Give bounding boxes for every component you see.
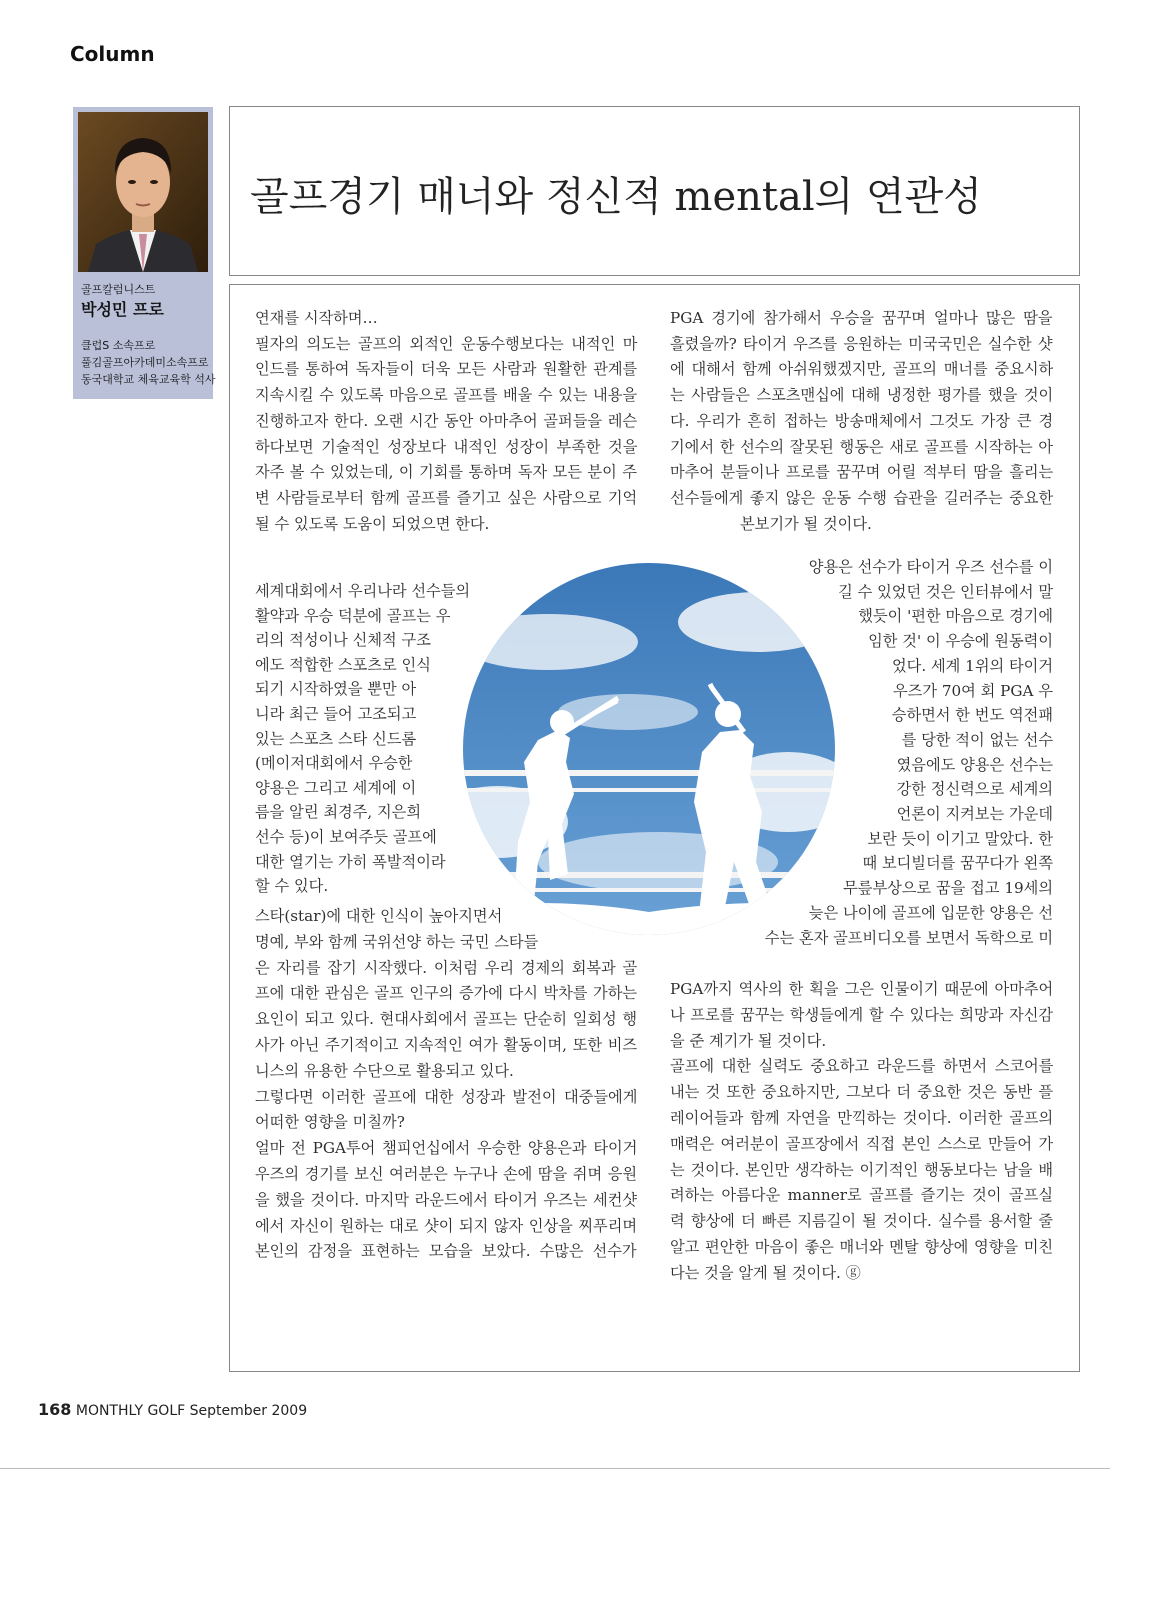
body-line: 승하면서 한 번도 역전패	[891, 706, 1053, 725]
body-line: 지속시킬 수 있도록 마음으로 골프를 배울 수 있는 내용을	[255, 386, 638, 405]
body-line: 우즈가 70여 회 PGA 우	[893, 681, 1053, 700]
body-line: 니라 최근 들어 고조되고	[255, 705, 417, 723]
body-line: 양용은 그리고 세계에 이	[255, 778, 417, 797]
body-line: 임한 것' 이 우승에 원동력이	[868, 632, 1053, 651]
body-line: 본인의 감정을 표현하는 모습을 보았다. 수많은 선수가	[255, 1242, 637, 1261]
body-line: PGA 경기에 참가해서 우승을 꿈꾸며 얼마나 많은 땀을	[670, 309, 1053, 327]
body-line: 나 프로를 꿈꾸는 학생들에게 할 수 있다는 희망과 자신감	[670, 1005, 1054, 1024]
body-line: 였음에도 양용은 선수는	[896, 755, 1053, 774]
footer	[38, 1400, 307, 1419]
author-photo	[78, 112, 208, 272]
body-line: 력 향상에 더 빠른 지름길이 될 것이다. 실수를 용서할 줄	[670, 1212, 1054, 1231]
body-line: 우즈의 경기를 보신 여러분은 누구나 손에 땀을 쥐며 응원	[255, 1165, 638, 1183]
body-line: 는 사람들은 스포츠맨십에 대해 냉정한 평가를 했을 것이	[670, 386, 1054, 405]
body-line: 레이어들과 함께 자연을 만끽하는 것이다. 이러한 골프의	[670, 1109, 1054, 1127]
author-affiliations	[81, 337, 216, 388]
affiliation-line: 동국대학교 체육교육학 석사	[81, 373, 216, 386]
body-line: 했듯이 '편한 마음으로 경기에	[858, 607, 1053, 626]
body-line: 되기 시작하였을 뿐만 아	[255, 680, 417, 699]
body-line: 은 자리를 잡기 시작했다. 이처럼 우리 경제의 회복과 골	[255, 958, 638, 977]
body-line: 를 당한 적이 없는 선수	[901, 730, 1053, 749]
section-label: Column	[70, 42, 155, 66]
body-line: 필자의 의도는 골프의 외적인 운동수행보다는 내적인 마	[255, 334, 638, 353]
body-line: 을 했을 것이다. 마지막 라운드에서 타이거 우즈는 세컨샷	[255, 1190, 638, 1209]
body-line: 어떠한 영향을 미칠까?	[255, 1113, 405, 1132]
body-line: 자주 볼 수 있었는데, 이 기회를 통하며 독자 모든 분이 주	[255, 463, 637, 482]
body-line: 보란 듯이 이기고 말았다. 한	[867, 829, 1053, 848]
body-line: 얼마 전 PGA투어 챔피언십에서 우승한 양용은과 타이거	[255, 1139, 638, 1158]
body-line: 었다. 세계 1위의 타이거	[891, 656, 1053, 675]
affiliation-line: 클럽S 소속프로	[81, 339, 156, 352]
body-line: 진행하고자 한다. 오랜 시간 동안 아마추어 골퍼들을 레슨	[255, 411, 638, 430]
issue-date: September 2009	[189, 1403, 308, 1419]
body-line: 골프에 대한 실력도 중요하고 라운드를 하면서 스코어를	[670, 1057, 1054, 1076]
body-line: 할 수 있다.	[255, 877, 329, 896]
body-line: 세계대회에서 우리나라 선수들의	[255, 582, 471, 600]
magazine-name: MONTHLY GOLF	[75, 1403, 186, 1419]
body-line: (메이저대회에서 우승한	[255, 754, 413, 773]
body-line: 될 수 있도록 도움이 되었으면 한다.	[255, 514, 490, 533]
body-line: 름을 알린 최경주, 지은희	[255, 803, 422, 822]
author-name: 박성민 프로	[81, 300, 164, 319]
body-line: 프에 대한 관심은 골프 인구의 증가에 다시 박차를 가하는	[255, 984, 638, 1003]
body-line: 그렇다면 이러한 골프에 대한 성장과 발전이 대중들에게	[255, 1087, 638, 1106]
body-line: 인드를 통하여 독자들이 더욱 모든 사람과 원활한 관계를	[255, 360, 638, 379]
body-line: 명예, 부와 함께 국위선양 하는 국민 스타들	[255, 932, 539, 951]
body-line: 대한 열기는 가히 폭발적이라	[255, 852, 446, 871]
body-line: 을 준 계기가 될 것이다.	[670, 1031, 827, 1050]
body-line: 있는 스포츠 스타 신드롬	[255, 729, 417, 748]
body-line: 는 것이다. 본인만 생각하는 이기적인 행동보다는 남을 배	[670, 1160, 1054, 1179]
body-line: 려하는 아름다운 manner로 골프를 즐기는 것이 골프실	[670, 1186, 1053, 1205]
body-line: 늦은 나이에 골프에 입문한 양용은 선	[808, 903, 1053, 922]
body-line: 다. 우리가 흔히 접하는 방송매체에서 그것도 가장 큰 경	[670, 411, 1054, 430]
body-line: 수는 혼자 골프비디오를 보면서 독학으로 미	[764, 928, 1053, 947]
author-card	[73, 107, 216, 399]
affiliation-line: 풀김골프아카데미소속프로	[81, 356, 209, 369]
article-title: 골프경기 매너와 정신적 mental의 연관성	[250, 174, 982, 220]
page-number: 168	[38, 1400, 72, 1419]
body-line: 때 보디빌더를 꿈꾸다가 왼쪽	[862, 854, 1053, 873]
body-line: 강한 정신력으로 세계의	[896, 780, 1053, 799]
golfer-sky-illustration	[458, 562, 840, 936]
body-line: 선수 등)이 보여주듯 골프에	[255, 828, 437, 846]
title-box	[229, 106, 1080, 276]
body-line: 본보기가 될 것이다.	[740, 514, 872, 533]
body-line: 내는 것 또한 중요하지만, 그보다 더 중요한 것은 동반 플	[670, 1083, 1054, 1102]
body-line: 에 대해서 함께 아쉬워했겠지만, 골프의 매너를 중요시하	[670, 360, 1054, 379]
body-line: 요인이 되고 있다. 현대사회에서 골프는 단순히 일회성 행	[255, 1010, 638, 1029]
body-line: 선수들에게 좋지 않은 운동 수행 습관을 길러주는 중요한	[670, 488, 1054, 507]
body-line: 언론이 지켜보는 가운데	[896, 805, 1053, 823]
page-bottom-rule	[0, 1468, 1110, 1469]
body-line: 양용은 선수가 타이거 우즈 선수를 이	[808, 558, 1053, 576]
body-line: 스타(star)에 대한 인식이 높아지면서	[255, 907, 503, 925]
body-line: 흘렸을까? 타이거 우즈를 응원하는 미국국민은 실수한 샷	[670, 334, 1053, 353]
body-line: 에서 자신이 원하는 대로 샷이 되지 않자 인상을 찌푸리며	[255, 1216, 638, 1235]
body-line: 다는 것을 알게 될 것이다. ⓖ	[670, 1263, 861, 1282]
body-line: 사가 아닌 주기적이고 지속적인 여가 활동이며, 또한 비즈	[255, 1036, 638, 1054]
body-line: 에도 적합한 스포츠로 인식	[255, 655, 431, 674]
body-line: 변 사람들로부터 함께 골프를 즐기고 싶은 사람으로 기억	[255, 488, 638, 507]
body-line: 기에서 한 선수의 잘못된 행동은 새로 골프를 시작하는 아	[670, 437, 1054, 456]
body-line: 길 수 있었던 것은 인터뷰에서 말	[838, 582, 1053, 601]
body-line: 마추어 분들이나 프로를 꿈꾸며 어릴 적부터 땀을 흘리는	[670, 463, 1054, 482]
body-line: 활약과 우승 덕분에 골프는 우	[255, 606, 451, 625]
body-line: 매력은 여러분이 골프장에서 직접 본인 스스로 만들어 가	[670, 1134, 1054, 1153]
body-line: 리의 적성이나 신체적 구조	[255, 631, 431, 650]
body-line: PGA까지 역사의 한 획을 그은 인물이기 때문에 아마추어	[670, 980, 1054, 998]
body-line: 하다보면 기술적인 성장보다 내적인 성장이 부족한 것을	[255, 437, 638, 456]
body-line: 연재를 시작하며…	[255, 309, 378, 327]
body-line: 니스의 유용한 수단으로 활용되고 있다.	[255, 1061, 514, 1080]
author-role: 골프칼럼니스트	[81, 283, 156, 296]
body-line: 무릎부상으로 꿈을 접고 19세의	[843, 879, 1053, 898]
body-line: 알고 편안한 마음이 좋은 매너와 멘탈 향상에 영향을 미친	[670, 1238, 1054, 1256]
